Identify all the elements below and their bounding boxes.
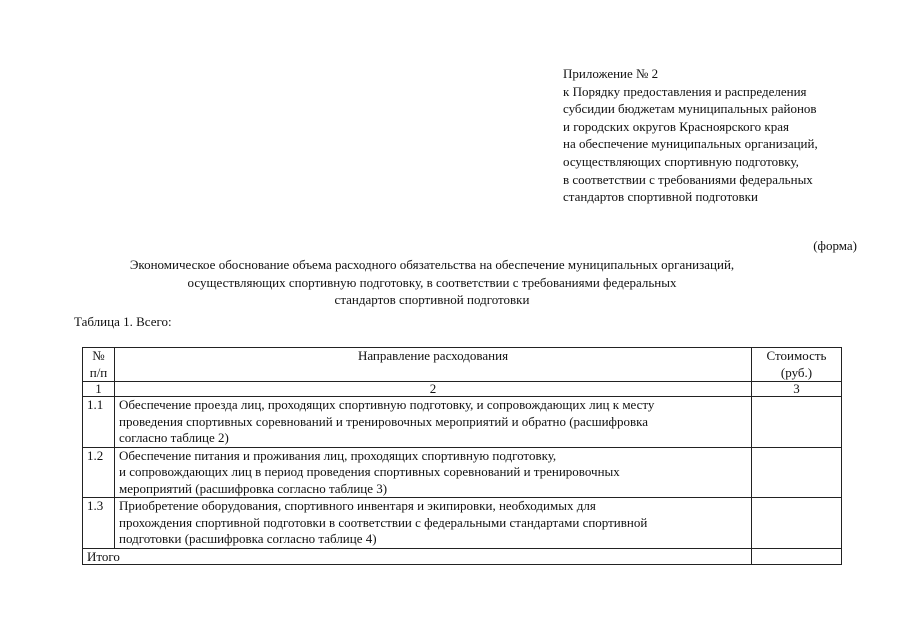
- title-line: осуществляющих спортивную подготовку, в соответствии с требованиями федеральных: [187, 274, 677, 290]
- row-cost: [752, 397, 842, 448]
- column-number: 2: [115, 382, 752, 397]
- form-label: (форма): [813, 238, 857, 253]
- row-description: [115, 447, 752, 498]
- row-index: 1.3: [83, 498, 115, 549]
- appendix-line: стандартов спортивной подготовки: [563, 189, 758, 205]
- row-index: 1.1: [83, 397, 115, 448]
- description-line: Обеспечение питания и проживания лиц, проходящих спортивную подготовку,: [119, 447, 557, 463]
- header-direction: Направление расходования: [115, 348, 752, 382]
- table-caption: Таблица 1. Всего:: [74, 314, 172, 329]
- table-row: [83, 447, 842, 498]
- total-row: [83, 548, 842, 564]
- description-line: проведения спортивных соревнований и тренировочных мероприятий и обратно (расшифровка: [119, 413, 649, 429]
- description-line: мероприятий (расшифровка согласно таблице 3): [119, 480, 388, 496]
- appendix-line: на обеспечение муниципальных организаций,: [563, 136, 818, 152]
- appendix-header: [563, 65, 883, 206]
- header-cost: [752, 348, 842, 382]
- table-row: [83, 397, 842, 448]
- description-line: Приобретение оборудования, спортивного инвентаря и экипировки, необходимых для: [119, 498, 596, 513]
- column-number: 1: [83, 382, 115, 397]
- document-title: [70, 256, 794, 309]
- table-header-row: [83, 348, 842, 382]
- appendix-line: к Порядку предоставления и распределения: [563, 83, 807, 99]
- column-number-row: [83, 382, 842, 397]
- row-description: [115, 498, 752, 549]
- description-line: подготовки (расшифровка согласно таблице 4): [119, 531, 377, 546]
- header-num-line: №: [92, 348, 105, 363]
- header-num: [83, 348, 115, 382]
- column-number: 3: [752, 382, 842, 397]
- description-line: согласно таблице 2): [119, 430, 229, 445]
- expense-table: [82, 347, 842, 565]
- header-num-line: п/п: [89, 364, 108, 380]
- description-line: прохождения спортивной подготовки в соответствии с федеральными стандартами спортивной: [119, 514, 648, 530]
- row-index: 1.2: [83, 447, 115, 498]
- title-line: Экономическое обоснование объема расходного обязательства на обеспечение муниципальных организаций,: [129, 257, 735, 272]
- total-label: Итого: [83, 548, 752, 564]
- appendix-line: в соответствии с требованиями федеральных: [563, 171, 813, 187]
- appendix-line: Приложение № 2: [563, 66, 659, 81]
- row-description: [115, 397, 752, 448]
- table-row: [83, 498, 842, 549]
- total-cost: [752, 548, 842, 564]
- header-cost-line: Стоимость: [766, 348, 827, 363]
- description-line: и сопровождающих лиц в период проведения спортивных соревнований и тренировочных: [119, 464, 620, 479]
- description-line: Обеспечение проезда лиц, проходящих спортивную подготовку, и сопровождающих лиц к месту: [119, 397, 655, 412]
- appendix-line: и городских округов Красноярского края: [563, 118, 789, 134]
- row-cost: [752, 447, 842, 498]
- row-cost: [752, 498, 842, 549]
- appendix-line: субсидии бюджетам муниципальных районов: [563, 101, 817, 117]
- header-cost-line: (руб.): [780, 364, 813, 380]
- title-line: стандартов спортивной подготовки: [334, 292, 530, 307]
- appendix-line: осуществляющих спортивную подготовку,: [563, 153, 799, 169]
